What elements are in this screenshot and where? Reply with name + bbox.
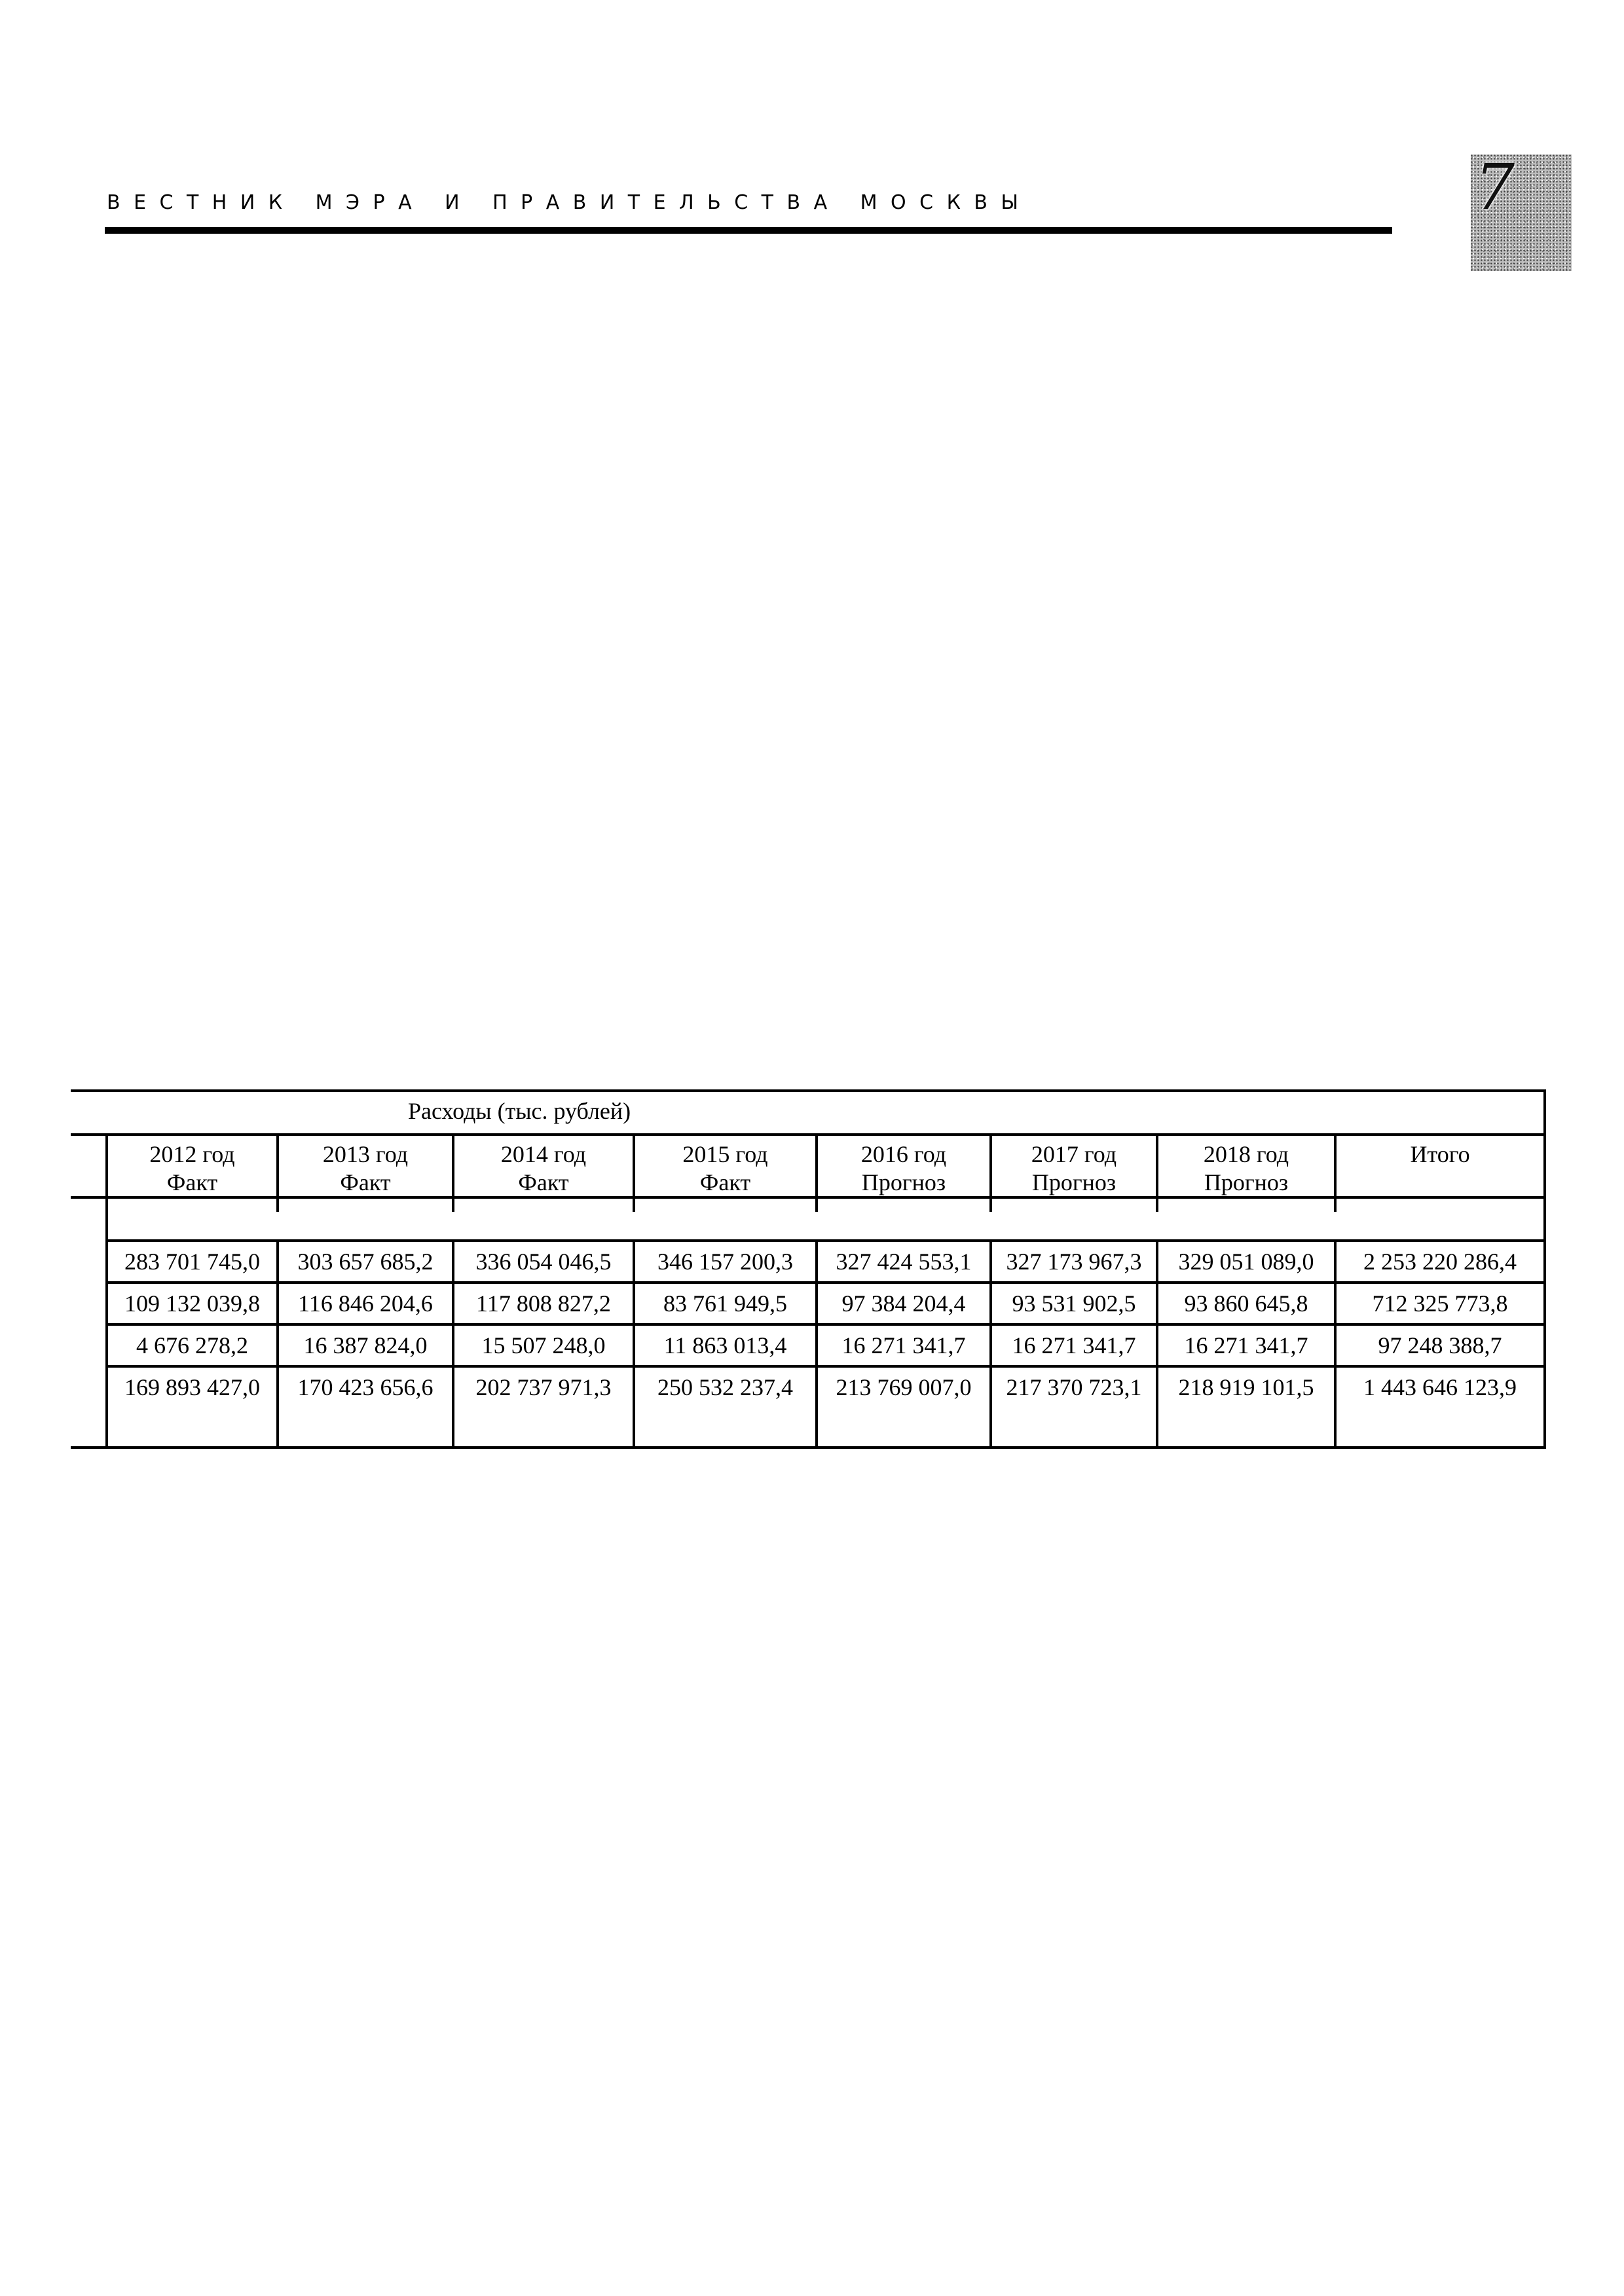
table-caption: Расходы (тыс. рублей) [408, 1098, 631, 1124]
table-divider [71, 1196, 105, 1199]
column-year: 2017 год [1031, 1141, 1117, 1167]
column-kind: Прогноз [1204, 1169, 1289, 1195]
column-year: 2015 год [682, 1141, 768, 1167]
table-cell: 213 769 007,0 [836, 1374, 972, 1400]
column-year: Итого [1410, 1141, 1470, 1167]
table-bottom-border [71, 1446, 1546, 1449]
table-cell: 83 761 949,5 [663, 1290, 787, 1317]
column-kind: Прогноз [861, 1169, 946, 1195]
column-kind: Факт [340, 1169, 391, 1195]
table-cell: 1 443 646 123,9 [1363, 1374, 1517, 1400]
column-header [1158, 1140, 1334, 1197]
column-header [1337, 1140, 1543, 1169]
column-header [454, 1140, 633, 1197]
table-divider [105, 1239, 1546, 1242]
table-cell: 2 253 220 286,4 [1363, 1248, 1517, 1275]
column-header [992, 1140, 1156, 1197]
table-cell: 329 051 089,0 [1178, 1248, 1314, 1275]
column-year: 2018 год [1203, 1141, 1289, 1167]
table-cell: 283 701 745,0 [124, 1248, 260, 1275]
table-cell: 116 846 204,6 [298, 1290, 433, 1317]
column-kind: Факт [699, 1169, 751, 1195]
journal-title: ВЕСТНИК МЭРА И ПРАВИТЕЛЬСТВА МОСКВЫ [107, 191, 1032, 214]
table-cell: 15 507 248,0 [481, 1332, 606, 1358]
table-cell: 336 054 046,5 [475, 1248, 612, 1275]
column-header [635, 1140, 815, 1197]
table-cell: 16 387 824,0 [303, 1332, 428, 1358]
table-cell: 97 384 204,4 [841, 1290, 966, 1317]
column-kind: Факт [166, 1169, 218, 1195]
table-cell: 712 325 773,8 [1372, 1290, 1508, 1317]
table-top-border [71, 1089, 1546, 1092]
table-cell: 202 737 971,3 [475, 1374, 612, 1400]
table-cell: 93 531 902,5 [1012, 1290, 1136, 1317]
header-rule [105, 227, 1392, 234]
table-caption-divider [71, 1133, 1546, 1136]
table-cell: 250 532 237,4 [657, 1374, 793, 1400]
table-cell: 170 423 656,6 [297, 1374, 434, 1400]
table-cell: 303 657 685,2 [297, 1248, 434, 1275]
column-header [108, 1140, 276, 1197]
table-cell: 217 370 723,1 [1006, 1374, 1142, 1400]
table-cell: 97 248 388,7 [1378, 1332, 1502, 1358]
table-cell: 218 919 101,5 [1178, 1374, 1314, 1400]
column-kind: Прогноз [1031, 1169, 1116, 1195]
table-cell: 11 863 013,4 [663, 1332, 787, 1358]
column-year: 2014 год [500, 1141, 587, 1167]
table-cell: 4 676 278,2 [136, 1332, 248, 1358]
column-kind: Факт [518, 1169, 569, 1195]
table-divider [105, 1281, 1546, 1284]
table-cell: 169 893 427,0 [124, 1374, 260, 1400]
table-cell: 16 271 341,7 [841, 1332, 966, 1358]
table-divider [105, 1323, 1546, 1326]
column-year: 2012 год [149, 1141, 235, 1167]
table-right-border [1543, 1089, 1546, 1449]
column-year: 2013 год [322, 1141, 409, 1167]
column-year: 2016 год [860, 1141, 947, 1167]
table-cell: 327 173 967,3 [1006, 1248, 1142, 1275]
table-cell: 109 132 039,8 [124, 1290, 260, 1317]
page-number-badge [1471, 155, 1572, 271]
table-cell: 327 424 553,1 [836, 1248, 972, 1275]
table-cell: 16 271 341,7 [1184, 1332, 1308, 1358]
table-cell: 346 157 200,3 [657, 1248, 793, 1275]
column-header [279, 1140, 452, 1197]
page-number: 7 [1475, 155, 1515, 224]
column-header [818, 1140, 989, 1197]
table-cell: 16 271 341,7 [1012, 1332, 1136, 1358]
table-divider [105, 1365, 1546, 1368]
table-cell: 93 860 645,8 [1184, 1290, 1308, 1317]
table-cell: 117 808 827,2 [476, 1290, 611, 1317]
